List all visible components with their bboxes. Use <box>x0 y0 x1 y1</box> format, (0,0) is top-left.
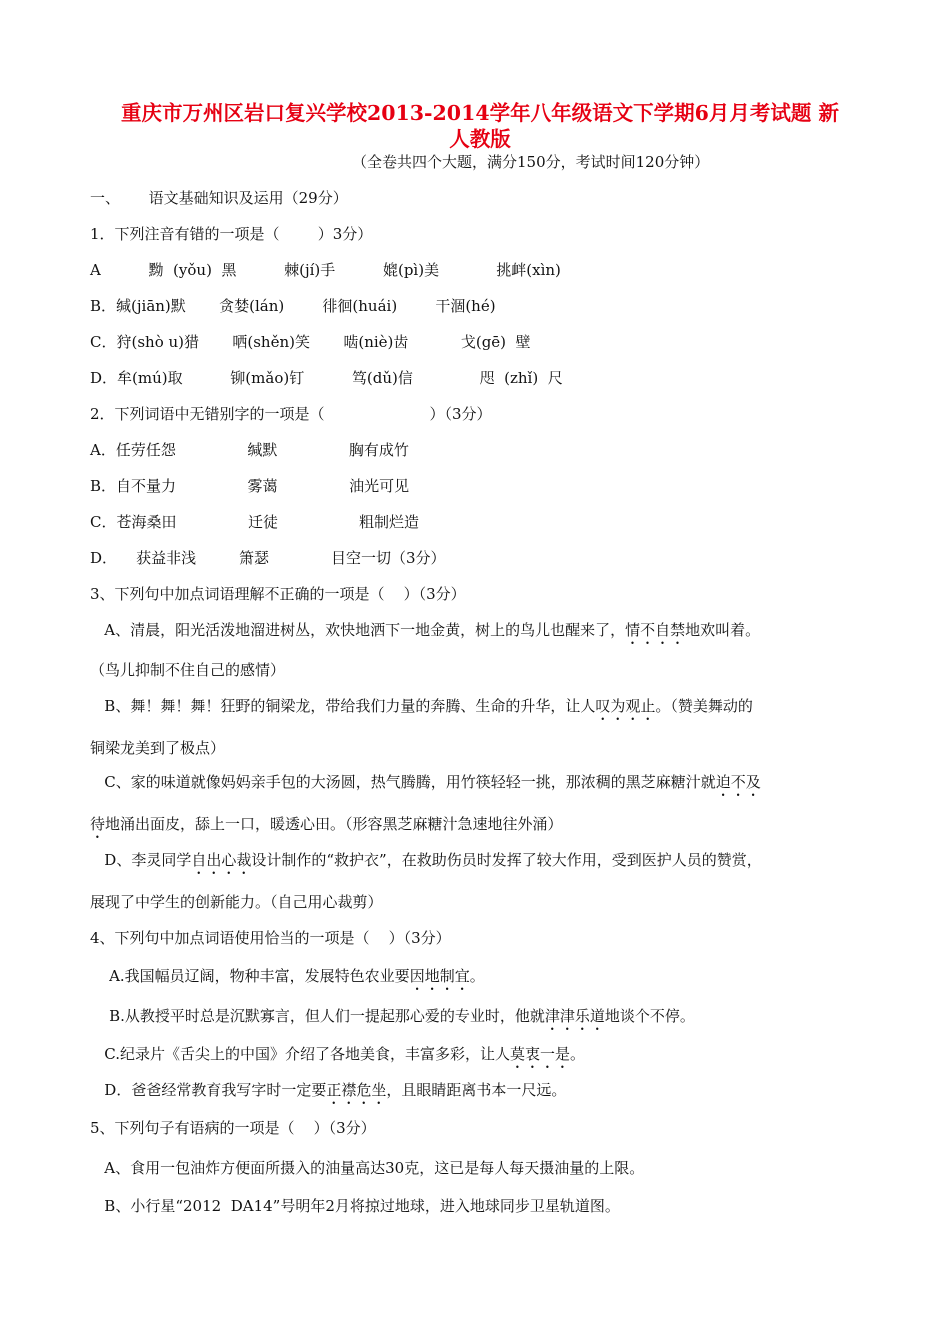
dotted-term: 自出心裁 <box>191 851 252 869</box>
option-text: A、清晨，阳光活泼地溜进树丛，欢快地洒下一地金黄，树上的鸟儿也醒来了， <box>90 621 626 639</box>
dotted-term: 迫不及 <box>715 773 761 791</box>
option-text: D、李灵同学 <box>90 851 192 869</box>
question-2-option-c: C．苍海桑田 迁徒 粗制烂造 <box>90 513 420 531</box>
question-5-stem: 5、下列句子有语病的一项是（ ）（3分） <box>90 1119 376 1137</box>
dotted-term: 情不自禁 <box>625 621 686 639</box>
dotted-term: 津津乐道 <box>544 1007 605 1025</box>
option-text: C、家的味道就像妈妈亲手包的大汤圆，热气腾腾，用竹筷轻轻一挑，那浓稠的黑芝麻糖汁就 <box>90 773 716 791</box>
option-text: 。 <box>469 967 485 985</box>
page-title-line1: 重庆市万州区岩口复兴学校2013-2014学年八年级语文下学期6月月考试题 新 <box>120 101 840 125</box>
dotted-term: 待 <box>90 815 106 833</box>
question-2-option-d: D． 获益非浅 箫瑟 目空一切（3分） <box>90 549 446 567</box>
question-2-stem: 2．下列词语中无错别字的一项是（ ）（3分） <box>90 405 492 423</box>
option-text: B、舞！舞！舞！狂野的铜梁龙，带给我们力量的奔腾、生命的升华，让人 <box>90 697 596 715</box>
question-3-option-d <box>90 850 762 878</box>
question-4-option-c <box>90 1044 585 1072</box>
question-3-option-b <box>90 696 753 724</box>
question-3-option-d-cont: 展现了中学生的创新能力。（自己用心裁剪） <box>90 893 383 911</box>
question-5-option-a: A、食用一包油炸方便面所摄入的油量高达30克，这已是每人每天摄油量的上限。 <box>90 1159 645 1177</box>
dotted-term: 叹为观止 <box>595 697 656 715</box>
question-1-option-d: D．牟(mú)取 铆(mǎo)钉 笃(dǔ)信 咫 (zhǐ) 尺 <box>90 369 563 387</box>
option-text: 。（赞美舞动的 <box>655 697 753 715</box>
page-title-line2: 人教版 <box>449 127 511 151</box>
question-3-option-c <box>90 772 761 800</box>
option-text: 地谈个不停。 <box>604 1007 695 1025</box>
question-2-option-a: A．任劳任怨 缄默 胸有成竹 <box>90 441 409 459</box>
option-text: 地欢叫着。 <box>685 621 761 639</box>
question-2-option-b: B．自不量力 雾蔼 油光可见 <box>90 477 410 495</box>
dotted-term: 莫衷一是 <box>510 1045 571 1063</box>
dotted-term: 因地制宜 <box>409 967 470 985</box>
option-text: C.纪录片《舌尖上的中国》介绍了各地美食，丰富多彩，让人 <box>90 1045 511 1063</box>
question-4-option-d <box>90 1080 566 1108</box>
question-1-option-a: A 黝 (yǒu) 黑 棘(jí)手 媲(pì)美 挑衅(xìn) <box>90 261 561 279</box>
dotted-term: 正襟危坐 <box>326 1081 387 1099</box>
option-text: B.从教授平时总是沉默寡言，但人们一提起那心爱的专业时，他就 <box>90 1007 545 1025</box>
option-text: 。 <box>570 1045 586 1063</box>
question-3-stem: 3、下列句中加点词语理解不正确的一项是（ ）（3分） <box>90 585 466 603</box>
option-text: ，且眼睛距离书本一尺远。 <box>386 1081 567 1099</box>
question-3-option-c-cont <box>90 814 563 842</box>
question-4-option-a <box>90 966 485 994</box>
question-1-stem: 1．下列注音有错的一项是（ ）3分） <box>90 225 373 243</box>
option-text: 地涌出面皮，舔上一口，暖透心田。（形容黑芝麻糖汁急速地往外涌） <box>105 815 563 833</box>
question-5-option-b: B、小行星“2012 DA14”号明年2月将掠过地球，进入地球同步卫星轨道图。 <box>90 1197 620 1215</box>
question-1-option-b: B．缄(jiān)默 贪婪(lán) 徘徊(huái) 干涸(hé) <box>90 297 496 315</box>
option-text: 设计制作的“救护衣”，在救助伤员时发挥了较大作用，受到医护人员的赞赏， <box>251 851 762 869</box>
question-3-option-a-note: （鸟儿抑制不住自己的感情） <box>90 661 286 679</box>
question-3-option-b-cont: 铜梁龙美到了极点） <box>90 739 226 757</box>
question-1-option-c: C．狩(shò u)猎 哂(shěn)笑 啮(niè)齿 戈(gē) 壁 <box>90 333 531 351</box>
option-text: A.我国幅员辽阔，物种丰富，发展特色农业要 <box>90 967 410 985</box>
exam-subtitle: （全卷共四个大题，满分150分，考试时间120分钟） <box>352 153 710 171</box>
question-3-option-a <box>90 620 760 648</box>
section-heading: 一、 语文基础知识及运用（29分） <box>90 189 348 207</box>
question-4-option-b <box>90 1006 695 1034</box>
option-text: D．爸爸经常教育我写字时一定要 <box>90 1081 327 1099</box>
question-4-stem: 4、下列句中加点词语使用恰当的一项是（ ）（3分） <box>90 929 451 947</box>
